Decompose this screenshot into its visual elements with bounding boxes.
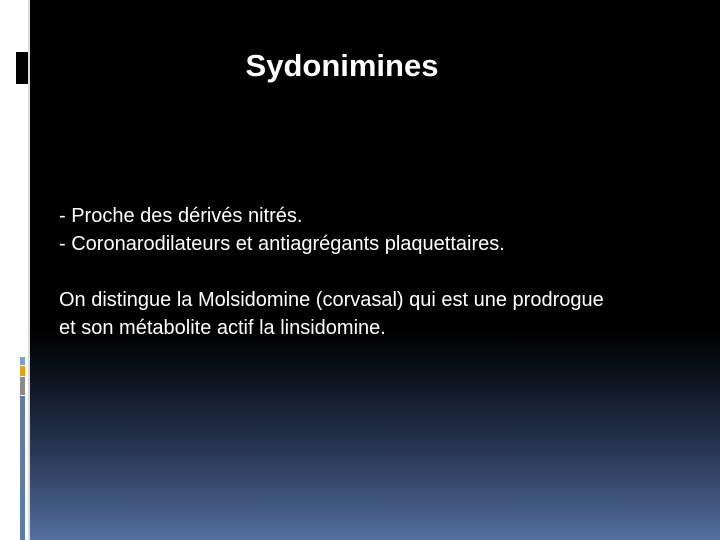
accent-bar-blue — [20, 396, 25, 540]
paragraph-line: On distingue la Molsidomine (corvasal) qui est une prodrogue — [59, 289, 604, 311]
slide-title: Sydonimines — [245, 48, 439, 83]
accent-bar-gray — [20, 377, 25, 395]
slide-body — [59, 202, 719, 342]
bullet-line: - Proche des dérivés nitrés. — [59, 205, 303, 227]
paragraph-spacer — [59, 258, 719, 286]
bullet-line: - Coronarodilateurs et antiagrégants plaquettaires. — [59, 233, 505, 255]
accent-bar-orange — [20, 366, 25, 376]
accent-bar-light-blue — [20, 357, 25, 365]
paragraph-line: et son métabolite actif la linsidomine. — [59, 317, 386, 339]
